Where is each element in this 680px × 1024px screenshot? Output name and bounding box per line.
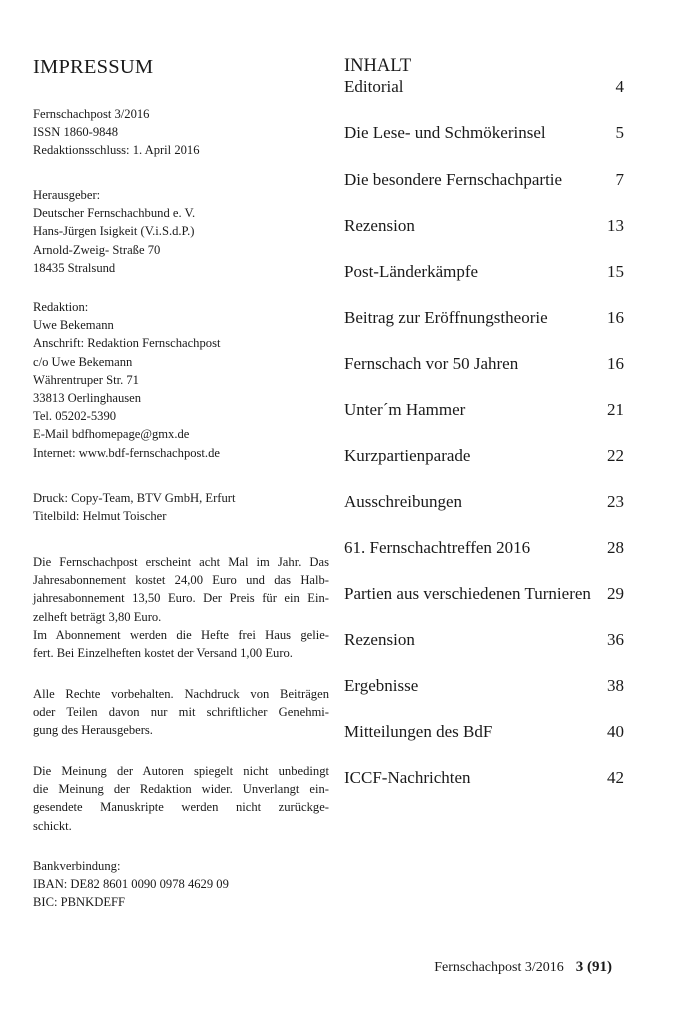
toc-entry-page: 22	[607, 446, 624, 465]
table-of-contents	[344, 55, 624, 787]
cover-line: Titelbild: Helmut Toischer	[33, 509, 167, 524]
bic-line: BIC: PBNKDEFF	[33, 895, 126, 910]
toc-entry-page: 42	[607, 768, 624, 787]
page-number: 3 (91)	[575, 959, 612, 975]
editorial-line: E-Mail bdfhomepage@gmx.de	[33, 427, 190, 442]
paragraph-line: gung des Herausgebers.	[33, 723, 153, 738]
editorial-line: c/o Uwe Bekemann	[33, 354, 133, 369]
toc-entry-page: 23	[607, 492, 624, 511]
paragraph-line: Alle Rechte vorbehalten. Nachdruck von Beiträgen	[33, 687, 329, 701]
publisher-line: Arnold-Zweig- Straße 70	[33, 242, 161, 257]
paragraph-line: fert. Bei Einzelheften kostet der Versand 1,00 Euro.	[33, 646, 293, 661]
publisher-heading: Herausgeber:	[33, 188, 101, 202]
paragraph-line: die Meinung der Redaktion wider. Unverlangt ein-	[33, 782, 329, 797]
toc-entry-page: 29	[607, 584, 624, 603]
impressum-title: IMPRESSUM	[33, 56, 154, 78]
toc-entry-title: Beitrag zur Eröffnungstheorie	[344, 308, 548, 327]
toc-entry-page: 16	[607, 308, 624, 327]
toc-entry-title: Rezension	[344, 630, 415, 649]
paragraph-line: oder Teilen davon nur mit schriftlicher Genehmi-	[33, 705, 329, 720]
paragraph-line: Die Fernschachpost erscheint acht Mal im Jahr. Das	[33, 555, 329, 569]
toc-entry-title: Ausschreibungen	[344, 492, 463, 511]
toc-entry-page: 16	[607, 354, 624, 373]
issue-info	[33, 105, 200, 160]
editorial-line: Währentruper Str. 71	[33, 372, 139, 387]
impressum-column	[33, 55, 333, 910]
toc-entry-page: 15	[607, 262, 624, 281]
toc-entry-title: Die Lese- und Schmökerinsel	[344, 123, 546, 142]
inhalt-title: INHALT	[344, 56, 412, 76]
paragraph-line: schickt.	[33, 818, 72, 833]
paragraph-line: zelheft beträgt 3,80 Euro.	[33, 609, 162, 624]
footer-publication: Fernschachpost 3/2016	[434, 960, 564, 975]
print-info	[33, 489, 235, 525]
toc-entry-title: ICCF-Nachrichten	[344, 768, 471, 787]
editorial-line: Anschrift: Redaktion Fernschachpost	[33, 336, 221, 351]
publisher-info	[33, 186, 195, 277]
editorial-line: 33813 Oerlinghausen	[33, 391, 142, 406]
toc-entry-title: Fernschach vor 50 Jahren	[344, 354, 519, 373]
paragraph-line: Jahresabonnement kostet 24,00 Euro und das Halb-	[33, 573, 329, 588]
deadline-line: Redaktionsschluss: 1. April 2016	[33, 143, 200, 158]
toc-entry-page: 4	[615, 77, 624, 96]
paragraph-line: Im Abonnement werden die Hefte frei Haus gelie-	[33, 627, 329, 642]
editorial-line: Internet: www.bdf-fernschachpost.de	[33, 445, 220, 460]
toc-entry-page: 38	[607, 676, 624, 695]
print-line: Druck: Copy-Team, BTV GmbH, Erfurt	[33, 491, 236, 505]
publisher-line: 18435 Stralsund	[33, 260, 116, 275]
editorial-info	[33, 298, 220, 462]
publisher-line: Deutscher Fernschachbund e. V.	[33, 206, 196, 221]
toc-entry-page: 40	[607, 722, 624, 741]
editorial-heading: Redaktion:	[33, 300, 89, 314]
toc-entry-title: Unter´m Hammer	[344, 400, 466, 419]
toc-entry-title: Post-Länderkämpfe	[344, 262, 479, 281]
issue-line: Fernschachpost 3/2016	[33, 107, 150, 121]
bank-heading: Bankverbindung:	[33, 859, 121, 873]
toc-entry-title: 61. Fernschachtreffen 2016	[344, 538, 531, 557]
toc-entry-title: Kurzpartienparade	[344, 446, 471, 465]
toc-entry-title: Die besondere Fernschachpartie	[344, 170, 563, 189]
publisher-line: Hans-Jürgen Isigkeit (V.i.S.d.P.)	[33, 224, 195, 239]
toc-entry-title: Editorial	[344, 77, 404, 96]
paragraph-line: Die Meinung der Autoren spiegelt nicht unbedingt	[33, 764, 329, 778]
bank-info	[33, 857, 229, 912]
toc-entry-title: Partien aus verschiedenen Turnieren	[344, 584, 591, 603]
paragraph-line: jahresabonnement 13,50 Euro. Der Preis für ein Ein-	[33, 591, 329, 606]
page-footer	[0, 959, 612, 976]
toc-entry-page: 28	[607, 538, 624, 557]
editorial-line: Uwe Bekemann	[33, 318, 114, 333]
toc-entry-page: 5	[615, 123, 624, 142]
toc-entry-title: Mitteilungen des BdF	[344, 722, 493, 741]
rights-paragraph	[33, 685, 329, 740]
toc-entry-title: Ergebnisse	[344, 676, 419, 695]
opinion-paragraph	[33, 762, 329, 835]
toc-entry-page: 36	[607, 630, 624, 649]
editorial-line: Tel. 05202-5390	[33, 409, 117, 424]
toc-entry-title: Rezension	[344, 216, 415, 235]
subscription-paragraph	[33, 553, 329, 662]
paragraph-line: gesendete Manuskripte werden nicht zurückge-	[33, 800, 329, 815]
toc-entry-page: 21	[607, 400, 624, 419]
iban-line: IBAN: DE82 8601 0090 0978 4629 09	[33, 877, 229, 892]
toc-entry-page: 7	[615, 170, 624, 189]
toc-entry-page: 13	[607, 216, 624, 235]
issn-line: ISSN 1860-9848	[33, 125, 119, 140]
